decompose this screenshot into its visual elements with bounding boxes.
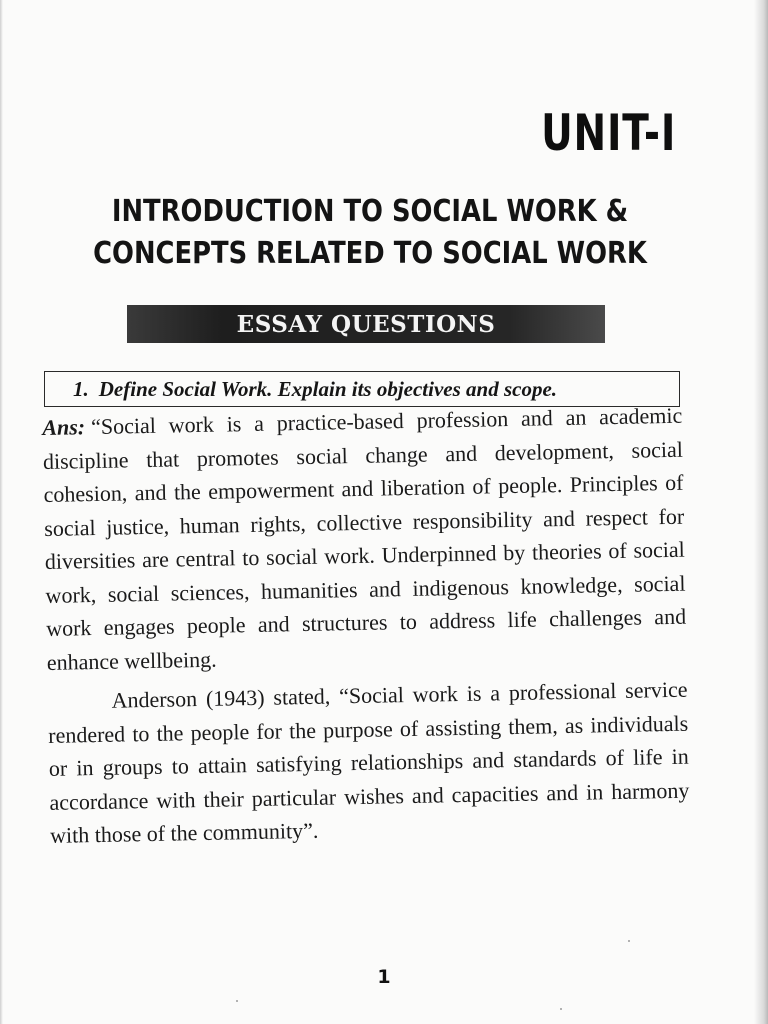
chapter-title-line-2: CONCEPTS RELATED TO SOCIAL WORK	[93, 236, 647, 271]
unit-title: UNIT-I	[540, 104, 676, 162]
answer-body	[42, 399, 690, 853]
answer-paragraph-2: Anderson (1943) stated, “Social work is a professional service rendered to the people for the purpose of assisting them, as individuals or in groups to attain satisfying relationships and standards of life in accordance with their particular wishes and capacities and in harmony with those of the community”.	[47, 676, 690, 848]
page-number: 1	[377, 966, 391, 988]
section-banner-label: ESSAY QUESTIONS	[236, 310, 496, 338]
page-right-edge	[754, 0, 768, 1024]
page-left-edge	[0, 0, 3, 1024]
answer-label: Ans:	[42, 414, 86, 440]
scan-speck	[236, 1000, 238, 1002]
answer-paragraph-1	[42, 399, 687, 679]
scan-speck	[628, 940, 630, 942]
answer-paragraph-1-text: “Social work is a practice-based profession and an academic discipline that promotes social change and development, social cohesion, and the empowerment and liberation of people. Principles of social justice, human rights, collective responsibility and respect for diversities are central to social work. Underpinned by theories of social work, social sciences, humanities and indigenous knowledge, social work engages people and structures to address life challenges and enhance wellbeing.	[42, 402, 687, 675]
question-text: Define Social Work. Explain its objectives and scope.	[98, 376, 558, 401]
scan-speck	[560, 1008, 562, 1010]
section-banner	[127, 305, 605, 343]
question-number: 1.	[73, 376, 89, 401]
chapter-title-line-1: INTRODUCTION TO SOCIAL WORK &	[111, 194, 629, 229]
